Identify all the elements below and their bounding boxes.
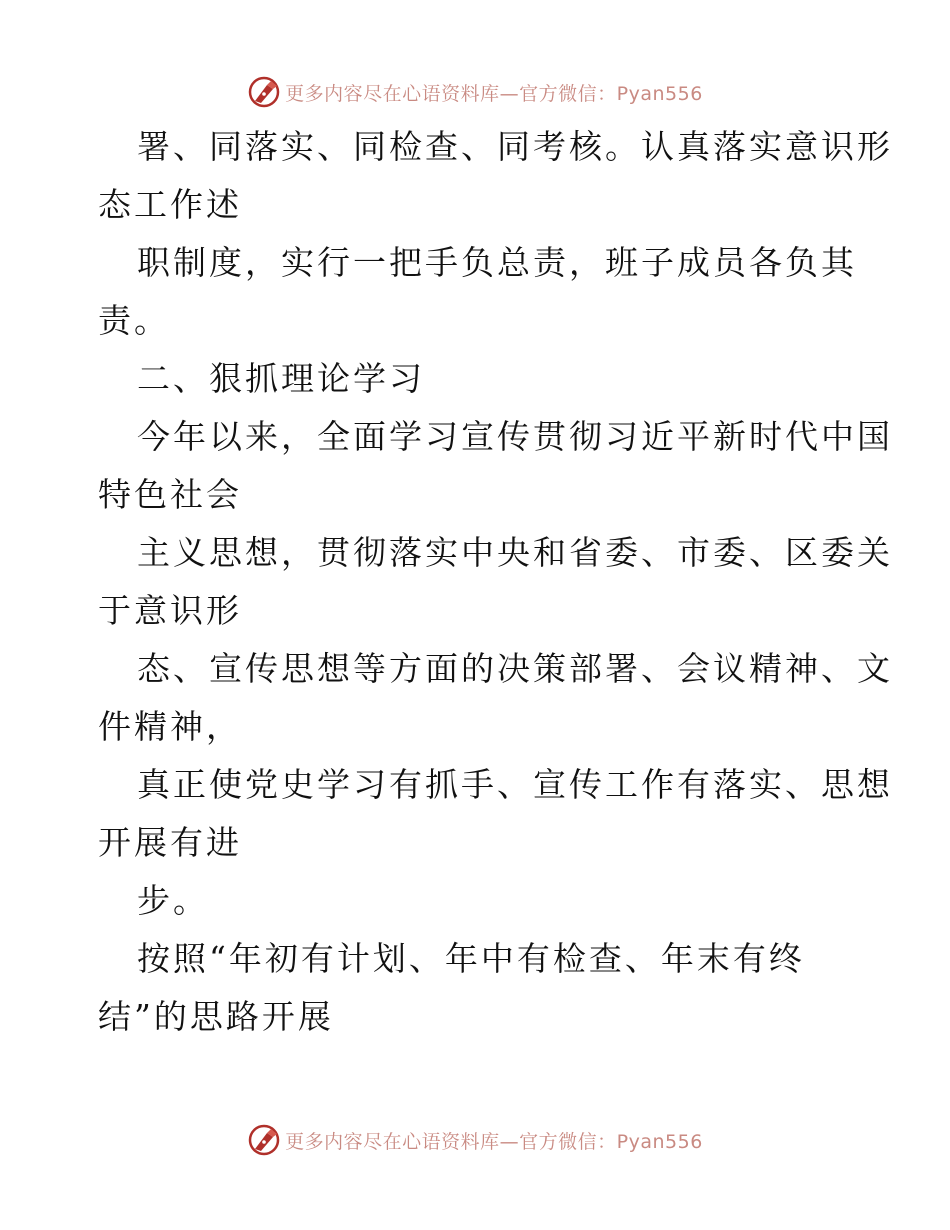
paragraph-line: 态、宣传思想等方面的决策部署、会议精神、文 [137, 649, 893, 688]
paragraph-line: 真正使党史学习有抓手、宣传工作有落实、思想 [137, 765, 893, 804]
paragraph-line: 步。 [137, 881, 209, 920]
footer-watermark [0, 1120, 950, 1160]
paragraph-line: 职制度，实行一把手负总责，班子成员各负其 [137, 243, 857, 282]
paragraph-line: 于意识形 [98, 591, 242, 630]
watermark-text: 更多内容尽在心语资料库—官方微信：Pyan556 [285, 1130, 703, 1153]
paragraph-line: 责。 [98, 301, 170, 340]
section-heading: 二、狠抓理论学习 [137, 359, 425, 398]
pen-nib-logo-icon [247, 1123, 281, 1157]
paragraph-line: 结”的思路开展 [98, 997, 334, 1036]
paragraph-line: 特色社会 [98, 475, 242, 514]
paragraph-line: 按照“年初有计划、年中有检查、年末有终 [137, 939, 805, 978]
pen-nib-logo-icon [247, 75, 281, 109]
header-watermark [0, 72, 950, 112]
paragraph-line: 今年以来，全面学习宣传贯彻习近平新时代中国 [137, 417, 893, 456]
paragraph-line: 署、同落实、同检查、同考核。认真落实意识形 [137, 127, 893, 166]
paragraph-line: 开展有进 [98, 823, 242, 862]
watermark-text: 更多内容尽在心语资料库—官方微信：Pyan556 [285, 82, 703, 105]
paragraph-line: 件精神， [98, 707, 242, 746]
paragraph-line: 态工作述 [98, 185, 242, 224]
paragraph-line: 主义思想，贯彻落实中央和省委、市委、区委关 [137, 533, 893, 572]
